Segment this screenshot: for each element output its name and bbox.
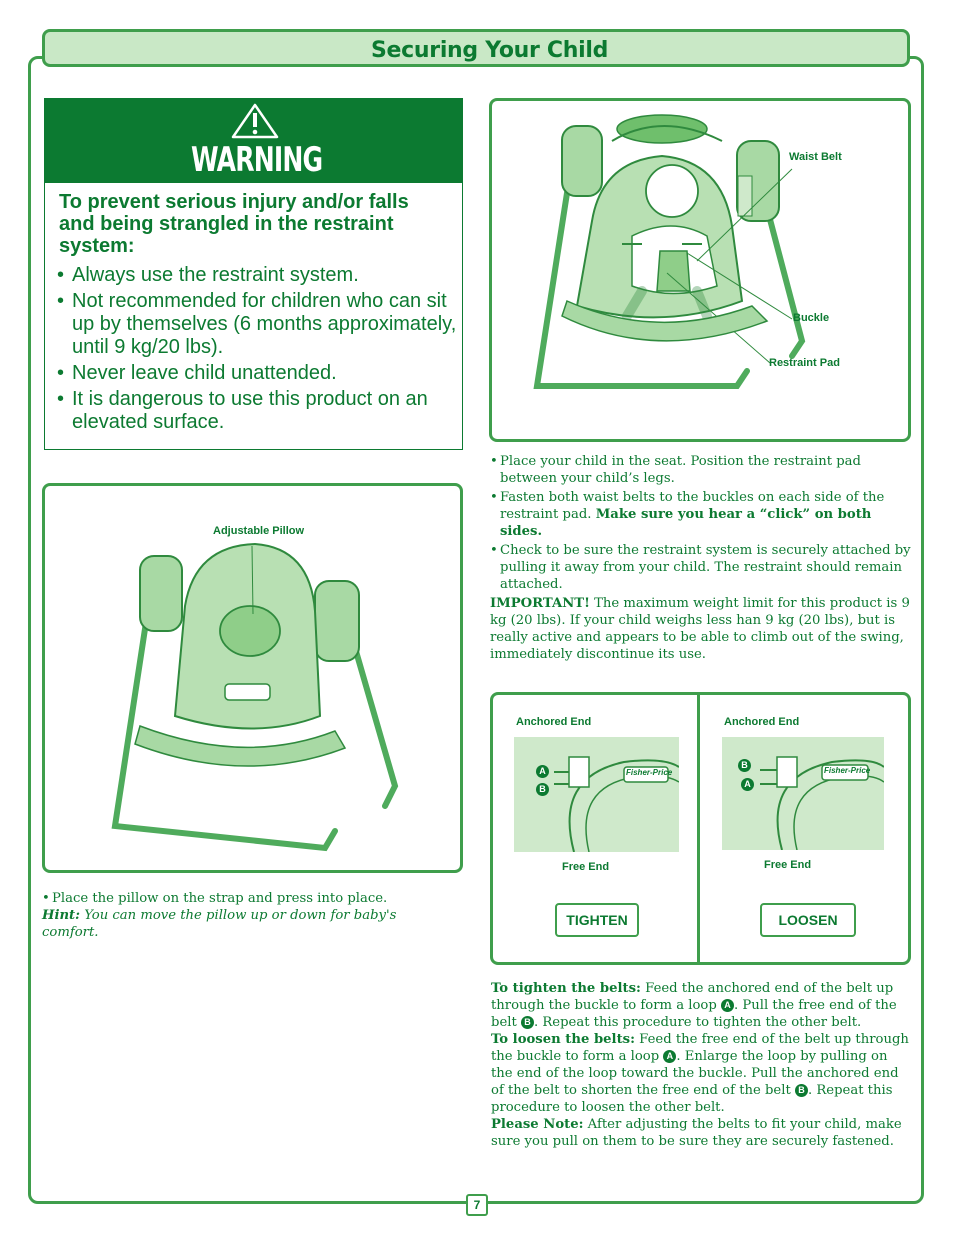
tighten-step-1: Feed the anchored end of the belt up through the buckle to form a loop: [491, 981, 894, 1013]
pillow-caption: [42, 890, 422, 941]
tighten-label-text: To tighten the belts:: [491, 981, 641, 996]
restraint-instructions: [490, 453, 912, 663]
warning-item: • It is dangerous to use this product on an elevated surface.: [57, 388, 457, 434]
tighten-label: TIGHTEN: [555, 903, 639, 937]
letter-b: B: [795, 1084, 808, 1097]
brand-logo: Fisher-Price: [824, 766, 871, 775]
warning-box: [44, 98, 463, 450]
loosen-instruction: [491, 1031, 909, 1116]
label-a: A: [741, 778, 754, 791]
instruction-bullet: [490, 489, 912, 540]
tighten-instruction: [491, 980, 909, 1031]
important-note: [490, 595, 912, 663]
warning-title: WARNING: [191, 140, 323, 180]
brand-logo: Fisher-Price: [626, 768, 673, 777]
warning-item: • Not recommended for children who can sit up by themselves (6 months approximately, until 9 kg/20 lbs).: [57, 290, 457, 359]
important-label: IMPORTANT!: [490, 596, 590, 611]
instruction-bullet: • Check to be sure the restraint system is securely attached by pulling it away from your child. The restraint should remain attached.: [490, 542, 912, 593]
section-title: Securing Your Child: [371, 38, 609, 63]
figure-pillow-panel: [42, 483, 463, 873]
callout-waist-belt: Waist Belt: [789, 151, 842, 163]
loosen-label: LOOSEN: [760, 903, 856, 937]
important-text: The maximum weight limit for this product is 9 kg (20 lbs). If your child weighs less han 9 kg (20 lbs), but is really active and appears to be able to climb out of the swing, immediately discontinue its use.: [490, 596, 910, 662]
letter-a: A: [721, 999, 734, 1012]
loosen-label-text: To loosen the belts:: [491, 1032, 635, 1047]
section-header: [42, 29, 910, 67]
warning-item: • Never leave child unattended.: [57, 362, 457, 385]
buckle-drawing: [722, 737, 884, 850]
please-note: [491, 1116, 909, 1150]
warning-lead: To prevent serious injury and/or falls and being strangled in the restraint system:: [59, 191, 409, 257]
pillow-instruction: • Place the pillow on the strap and press into place.: [42, 890, 422, 907]
belt-panel-divider: [697, 693, 700, 963]
callout-buckle: Buckle: [793, 312, 830, 324]
note-text: After adjusting the belts to fit your child, make sure you pull on them to be sure they are securely fastened.: [491, 1117, 902, 1149]
warning-list: [57, 264, 457, 437]
callout-restraint-pad: Restraint Pad: [769, 357, 840, 369]
callout-anchored-end: Anchored End: [724, 716, 800, 728]
letter-a: A: [663, 1050, 676, 1063]
note-label: Please Note:: [491, 1117, 584, 1132]
instruction-bullet: • Place your child in the seat. Position the restraint pad between your child’s legs.: [490, 453, 912, 487]
label-b: B: [536, 783, 549, 796]
warning-header: [45, 99, 462, 183]
callout-free-end: Free End: [562, 861, 610, 873]
page-number: 7: [466, 1194, 488, 1216]
tighten-step-2: . Pull the free end of the belt: [491, 998, 897, 1030]
loosen-step-1: Feed the free end of the belt up through the buckle to form a loop: [491, 1032, 909, 1064]
instruction-text: Fasten both waist belts to the buckles on each side of the restraint pad.: [500, 490, 885, 522]
callout-adjustable-pillow: Adjustable Pillow: [213, 525, 305, 537]
hint-label: Hint:: [42, 908, 81, 923]
label-a: A: [536, 765, 549, 778]
tighten-step-3: . Repeat this procedure to tighten the other belt.: [533, 1015, 862, 1030]
loosen-step-3: . Repeat this procedure to loosen the other belt.: [491, 1083, 893, 1115]
label-b: B: [738, 759, 751, 772]
warning-triangle-icon: [225, 91, 285, 141]
loosen-step-2: . Enlarge the loop by pulling on the end of the loop toward the buckle. Pull the anchored end of the belt to shorten the free end of the belt: [491, 1049, 899, 1098]
callout-anchored-end: Anchored End: [516, 716, 592, 728]
buckle-illustration-loosen: [722, 737, 884, 850]
belt-instructions: [491, 980, 909, 1150]
pillow-hint: [42, 907, 422, 941]
figure-restraint-panel: [489, 98, 911, 442]
swing-with-baby-illustration: [492, 101, 908, 439]
letter-b: B: [521, 1016, 534, 1029]
instruction-bold: Make sure you hear a “click” on both sides.: [500, 507, 872, 539]
callout-free-end: Free End: [764, 859, 812, 871]
swing-pillow-illustration: [45, 486, 460, 870]
hint-text: You can move the pillow up or down for baby's comfort.: [42, 908, 397, 940]
warning-item: • Always use the restraint system.: [57, 264, 457, 287]
